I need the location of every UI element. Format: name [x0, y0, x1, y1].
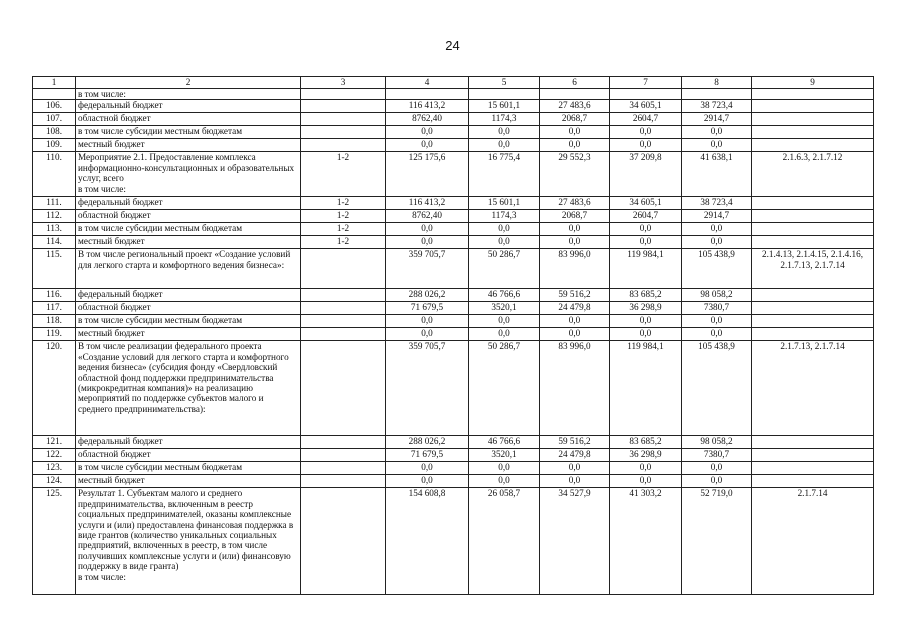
table-row [33, 249, 874, 289]
value-cell-col7: 36 298,9 [610, 302, 682, 315]
value-cell-col7: 2604,7 [610, 210, 682, 223]
value-cell-col5: 0,0 [469, 139, 540, 152]
table-row [33, 89, 874, 100]
value-cell-col4: 8762,40 [386, 113, 469, 126]
value-cell-col7: 0,0 [610, 315, 682, 328]
value-cell-col4: 288 026,2 [386, 436, 469, 449]
value-cell-col6: 0,0 [540, 315, 610, 328]
value-cell-col5: 15 601,1 [469, 197, 540, 210]
row-reference-cell [752, 475, 874, 488]
table-row [33, 223, 874, 236]
row-name-cell: в том числе субсидии местным бюджетам [76, 315, 301, 328]
value-cell-col6: 83 996,0 [540, 341, 610, 436]
value-cell-col8 [682, 89, 752, 100]
value-cell-col8: 98 058,2 [682, 436, 752, 449]
table-row [33, 328, 874, 341]
row-name-cell: Результат 1. Субъектам малого и среднего предпринимательства, включенным в реестр социальных предпринимателей, оказаны комплексные услуги и (или) предоставлена финансовая поддержка в виде грантов (количество уникальных социальных предприятий, включенных в реестр, в том числе получивших комплексные услуги и (или) финансовую поддержку в виде гранта) в том числе: [76, 488, 301, 595]
value-cell-col5: 1174,3 [469, 210, 540, 223]
value-cell-col6: 27 483,6 [540, 100, 610, 113]
header-cell: 6 [540, 77, 610, 89]
row-reference-cell [752, 302, 874, 315]
row-name-cell: В том числе региональный проект «Создание условий для легкого старта и комфортного ведения бизнеса»: [76, 249, 301, 289]
row-number-cell: 114. [33, 236, 76, 249]
value-cell-col5: 0,0 [469, 236, 540, 249]
value-cell-col6: 0,0 [540, 139, 610, 152]
value-cell-col6: 24 479,8 [540, 302, 610, 315]
table-row [33, 289, 874, 302]
row-reference-cell: 2.1.7.14 [752, 488, 874, 595]
table-row [33, 152, 874, 197]
header-cell: 2 [76, 77, 301, 89]
row-name-cell: местный бюджет [76, 139, 301, 152]
value-cell-col8: 0,0 [682, 139, 752, 152]
value-cell-col4: 0,0 [386, 139, 469, 152]
value-cell-col5: 0,0 [469, 223, 540, 236]
value-cell-col4: 0,0 [386, 236, 469, 249]
table-row [33, 210, 874, 223]
row-code-cell [301, 462, 386, 475]
row-reference-cell [752, 100, 874, 113]
value-cell-col4: 71 679,5 [386, 449, 469, 462]
value-cell-col4: 71 679,5 [386, 302, 469, 315]
value-cell-col5: 16 775,4 [469, 152, 540, 197]
row-name-cell: областной бюджет [76, 113, 301, 126]
value-cell-col7: 0,0 [610, 236, 682, 249]
row-reference-cell [752, 289, 874, 302]
row-reference-cell [752, 328, 874, 341]
value-cell-col7: 119 984,1 [610, 341, 682, 436]
row-code-cell [301, 289, 386, 302]
row-number-cell: 122. [33, 449, 76, 462]
row-reference-cell: 2.1.6.3, 2.1.7.12 [752, 152, 874, 197]
row-name-cell: областной бюджет [76, 449, 301, 462]
value-cell-col4: 125 175,6 [386, 152, 469, 197]
row-name-cell: областной бюджет [76, 210, 301, 223]
value-cell-col4 [386, 89, 469, 100]
table-row [33, 462, 874, 475]
value-cell-col8: 52 719,0 [682, 488, 752, 595]
row-reference-cell [752, 223, 874, 236]
value-cell-col5: 0,0 [469, 126, 540, 139]
value-cell-col6: 27 483,6 [540, 197, 610, 210]
value-cell-col6: 29 552,3 [540, 152, 610, 197]
row-code-cell: 1-2 [301, 223, 386, 236]
value-cell-col8: 0,0 [682, 475, 752, 488]
row-code-cell [301, 436, 386, 449]
row-number-cell: 123. [33, 462, 76, 475]
value-cell-col4: 8762,40 [386, 210, 469, 223]
row-reference-cell [752, 113, 874, 126]
row-name-cell: в том числе субсидии местным бюджетам [76, 126, 301, 139]
row-name-cell: местный бюджет [76, 236, 301, 249]
row-number-cell: 118. [33, 315, 76, 328]
value-cell-col8: 38 723,4 [682, 100, 752, 113]
row-name-cell: в том числе субсидии местным бюджетам [76, 223, 301, 236]
value-cell-col7: 83 685,2 [610, 289, 682, 302]
header-cell: 5 [469, 77, 540, 89]
table-row [33, 436, 874, 449]
value-cell-col6: 59 516,2 [540, 289, 610, 302]
value-cell-col4: 116 413,2 [386, 197, 469, 210]
value-cell-col7: 0,0 [610, 328, 682, 341]
value-cell-col7: 2604,7 [610, 113, 682, 126]
value-cell-col8: 105 438,9 [682, 341, 752, 436]
row-number-cell: 113. [33, 223, 76, 236]
row-reference-cell [752, 315, 874, 328]
row-name-cell: В том числе реализации федерального проекта «Создание условий для легкого старта и комфортного ведения бизнеса» (субсидия фонду «Свердловский областной фонд поддержки предпринимательства (микрокредитная компания)» на реализацию мероприятий по поддержке субъектов малого и среднего предпринимательства): [76, 341, 301, 436]
row-code-cell: 1-2 [301, 197, 386, 210]
row-code-cell [301, 449, 386, 462]
table-row [33, 113, 874, 126]
value-cell-col5: 1174,3 [469, 113, 540, 126]
row-name-cell: местный бюджет [76, 475, 301, 488]
value-cell-col8: 0,0 [682, 126, 752, 139]
value-cell-col6: 0,0 [540, 223, 610, 236]
value-cell-col7: 37 209,8 [610, 152, 682, 197]
header-cell: 1 [33, 77, 76, 89]
row-code-cell [301, 302, 386, 315]
value-cell-col8: 2914,7 [682, 210, 752, 223]
value-cell-col6: 34 527,9 [540, 488, 610, 595]
table-row [33, 139, 874, 152]
row-code-cell [301, 315, 386, 328]
row-name-cell: Мероприятие 2.1. Предоставление комплекса информационно-консультационных и образовательных услуг, всего в том числе: [76, 152, 301, 197]
value-cell-col5: 0,0 [469, 462, 540, 475]
row-number-cell: 112. [33, 210, 76, 223]
value-cell-col5: 46 766,6 [469, 289, 540, 302]
value-cell-col7: 0,0 [610, 462, 682, 475]
budget-table [32, 76, 874, 595]
value-cell-col7 [610, 89, 682, 100]
value-cell-col5: 0,0 [469, 475, 540, 488]
row-code-cell [301, 126, 386, 139]
row-name-cell: федеральный бюджет [76, 197, 301, 210]
row-reference-cell: 2.1.7.13, 2.1.7.14 [752, 341, 874, 436]
table-row [33, 302, 874, 315]
value-cell-col5: 50 286,7 [469, 341, 540, 436]
value-cell-col8: 41 638,1 [682, 152, 752, 197]
table-row [33, 315, 874, 328]
column-number-row [33, 77, 874, 89]
row-number-cell: 120. [33, 341, 76, 436]
table-row [33, 488, 874, 595]
table-row [33, 341, 874, 436]
table-row [33, 449, 874, 462]
value-cell-col4: 154 608,8 [386, 488, 469, 595]
value-cell-col6: 0,0 [540, 236, 610, 249]
value-cell-col6: 2068,7 [540, 210, 610, 223]
value-cell-col5 [469, 89, 540, 100]
value-cell-col5: 50 286,7 [469, 249, 540, 289]
row-name-cell: федеральный бюджет [76, 100, 301, 113]
value-cell-col4: 359 705,7 [386, 341, 469, 436]
value-cell-col7: 34 605,1 [610, 100, 682, 113]
row-name-cell: в том числе: [76, 89, 301, 100]
row-reference-cell [752, 89, 874, 100]
value-cell-col4: 0,0 [386, 126, 469, 139]
table-row [33, 100, 874, 113]
row-reference-cell [752, 236, 874, 249]
value-cell-col8: 0,0 [682, 223, 752, 236]
row-code-cell: 1-2 [301, 236, 386, 249]
table-row [33, 236, 874, 249]
value-cell-col5: 0,0 [469, 315, 540, 328]
row-number-cell: 110. [33, 152, 76, 197]
value-cell-col8: 7380,7 [682, 449, 752, 462]
row-code-cell [301, 475, 386, 488]
row-code-cell [301, 488, 386, 595]
value-cell-col4: 0,0 [386, 475, 469, 488]
page-number: 24 [445, 38, 460, 53]
value-cell-col6: 0,0 [540, 328, 610, 341]
row-reference-cell [752, 462, 874, 475]
header-cell: 4 [386, 77, 469, 89]
value-cell-col6: 59 516,2 [540, 436, 610, 449]
row-code-cell: 1-2 [301, 210, 386, 223]
value-cell-col4: 359 705,7 [386, 249, 469, 289]
value-cell-col7: 0,0 [610, 475, 682, 488]
value-cell-col6: 0,0 [540, 475, 610, 488]
row-reference-cell [752, 197, 874, 210]
header-cell: 3 [301, 77, 386, 89]
value-cell-col5: 3520,1 [469, 302, 540, 315]
value-cell-col6: 2068,7 [540, 113, 610, 126]
value-cell-col4: 288 026,2 [386, 289, 469, 302]
value-cell-col7: 0,0 [610, 223, 682, 236]
value-cell-col5: 46 766,6 [469, 436, 540, 449]
header-cell: 9 [752, 77, 874, 89]
value-cell-col4: 0,0 [386, 328, 469, 341]
row-reference-cell [752, 139, 874, 152]
value-cell-col7: 83 685,2 [610, 436, 682, 449]
value-cell-col4: 0,0 [386, 315, 469, 328]
value-cell-col8: 98 058,2 [682, 289, 752, 302]
row-code-cell [301, 328, 386, 341]
row-number-cell: 111. [33, 197, 76, 210]
header-cell: 8 [682, 77, 752, 89]
row-reference-cell [752, 436, 874, 449]
row-number-cell: 125. [33, 488, 76, 595]
row-name-cell: областной бюджет [76, 302, 301, 315]
value-cell-col7: 0,0 [610, 126, 682, 139]
row-number-cell: 119. [33, 328, 76, 341]
value-cell-col6: 24 479,8 [540, 449, 610, 462]
value-cell-col7: 34 605,1 [610, 197, 682, 210]
row-number-cell: 124. [33, 475, 76, 488]
row-number-cell: 116. [33, 289, 76, 302]
row-reference-cell [752, 210, 874, 223]
row-code-cell [301, 341, 386, 436]
row-reference-cell [752, 449, 874, 462]
row-code-cell [301, 249, 386, 289]
value-cell-col5: 26 058,7 [469, 488, 540, 595]
value-cell-col5: 0,0 [469, 328, 540, 341]
row-number-cell: 107. [33, 113, 76, 126]
row-number-cell: 109. [33, 139, 76, 152]
value-cell-col7: 119 984,1 [610, 249, 682, 289]
value-cell-col4: 0,0 [386, 223, 469, 236]
row-code-cell [301, 139, 386, 152]
row-number-cell: 115. [33, 249, 76, 289]
value-cell-col8: 38 723,4 [682, 197, 752, 210]
value-cell-col5: 15 601,1 [469, 100, 540, 113]
row-number-cell: 108. [33, 126, 76, 139]
row-code-cell: 1-2 [301, 152, 386, 197]
value-cell-col8: 2914,7 [682, 113, 752, 126]
row-number-cell: 121. [33, 436, 76, 449]
value-cell-col7: 0,0 [610, 139, 682, 152]
value-cell-col8: 0,0 [682, 462, 752, 475]
value-cell-col7: 36 298,9 [610, 449, 682, 462]
value-cell-col8: 0,0 [682, 328, 752, 341]
value-cell-col6: 0,0 [540, 462, 610, 475]
table-body [33, 77, 874, 595]
row-code-cell [301, 100, 386, 113]
value-cell-col8: 0,0 [682, 315, 752, 328]
row-number-cell [33, 89, 76, 100]
value-cell-col8: 7380,7 [682, 302, 752, 315]
header-cell: 7 [610, 77, 682, 89]
row-code-cell [301, 89, 386, 100]
row-reference-cell: 2.1.4.13, 2.1.4.15, 2.1.4.16, 2.1.7.13, 2.1.7.14 [752, 249, 874, 289]
row-reference-cell [752, 126, 874, 139]
value-cell-col6 [540, 89, 610, 100]
value-cell-col8: 0,0 [682, 236, 752, 249]
row-name-cell: федеральный бюджет [76, 436, 301, 449]
value-cell-col6: 83 996,0 [540, 249, 610, 289]
table-row [33, 126, 874, 139]
row-name-cell: в том числе субсидии местным бюджетам [76, 462, 301, 475]
row-code-cell [301, 113, 386, 126]
value-cell-col4: 116 413,2 [386, 100, 469, 113]
table-row [33, 475, 874, 488]
row-number-cell: 117. [33, 302, 76, 315]
row-name-cell: местный бюджет [76, 328, 301, 341]
row-name-cell: федеральный бюджет [76, 289, 301, 302]
value-cell-col5: 3520,1 [469, 449, 540, 462]
value-cell-col6: 0,0 [540, 126, 610, 139]
row-number-cell: 106. [33, 100, 76, 113]
value-cell-col7: 41 303,2 [610, 488, 682, 595]
value-cell-col8: 105 438,9 [682, 249, 752, 289]
value-cell-col4: 0,0 [386, 462, 469, 475]
table-row [33, 197, 874, 210]
